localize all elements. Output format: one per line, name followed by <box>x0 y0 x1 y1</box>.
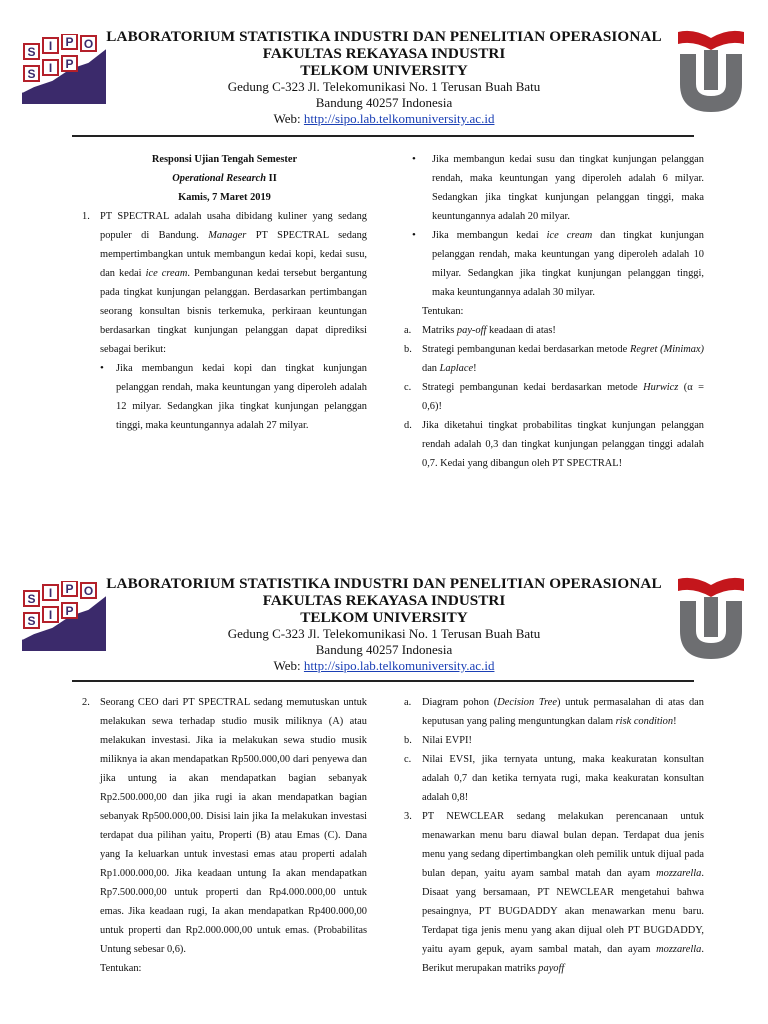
header-divider <box>72 135 694 137</box>
svg-text:P: P <box>65 582 74 596</box>
page2-right-column <box>404 693 704 978</box>
letterhead-text <box>100 28 668 127</box>
list-item: b. Nilai EVPI! <box>404 735 472 746</box>
university-name: TELKOM UNIVERSITY <box>300 62 468 79</box>
svg-text:P: P <box>65 604 74 618</box>
logo-letter-i: I <box>48 39 53 53</box>
bullet-icon: • <box>100 362 104 374</box>
svg-text:I: I <box>48 61 53 75</box>
address-line: Gedung C-323 Jl. Telekomunikasi No. 1 Terusan Buah Batu <box>227 79 541 94</box>
header-divider <box>72 680 694 682</box>
list-item: a. Matriks pay-off keadaan di atas! <box>404 325 556 336</box>
svg-text:S: S <box>27 614 36 628</box>
instructions-label: Tentukan: <box>100 963 142 974</box>
bullet-icon: • <box>412 153 416 165</box>
question-3: 3. PT NEWCLEAR sedang melakukan perencanaan untuk menawarkan menu baru diawal bulan depan. Terdapat dua jenis menu yang sedang dipertimbangkan oleh pemilik untuk dijual pada bulan depan, yaitu ayam sambal matah dan ayam mozzarella. Disaat yang bersamaan, PT NEWCLEAR mengetahui bahwa pesaingnya, PT BUGDADDY akan menawarkan menu baru. Terdapat tiga jenis menu yang akan dijual oleh PT BUGDADDY, yaitu ayam gepuk, ayam sambal matah, dan ayam mozzarella. Berikut merupakan matriks payoff <box>404 807 704 978</box>
list-item: b. Strategi pembangunan kedai berdasarkan metode Regret (Minimax) dan Laplace! <box>404 344 705 374</box>
question-1-text: PT SPECTRAL adalah usaha dibidang kuliner yang sedang populer di Bandung. Manager PT SPECTRAL sedang mempertimbangkan untuk membangun kedai kopi, kedai susu, dan kedai ice cream. Pembangunan kedai tersebut bergantung pada tingkat kunjungan pelanggan. Berdasarkan pertimbangan seorang konsultan bisnis terkemuka, perkiraan keuntungan berdasarkan tingkat kunjungan pelanggan dapat diprediksi sebagai berikut: <box>100 211 368 355</box>
lab-name: LABORATORIUM STATISTIKA INDUSTRI DAN PENELITIAN OPERASIONAL <box>106 28 662 45</box>
svg-text:I: I <box>48 586 53 600</box>
question-2: 2. Seorang CEO dari PT SPECTRAL sedang memutuskan untuk melakukan sewa terhadap studio musik miliknya (A) atau melakukan investasi. Jika ia melakukan sewa studio musik miliknya ia akan mendapatkan Rp500.000,00 dari penyewa dan jika untung ia akan mendapatkan bagian sebanyak Rp2.500.000,00 dan jika rugi ia akan mendapatkan bagian sebanyak Rp500.000,00. Disisi lain jika Ia melakukan investasi terdapat dua pilihan yaitu, Properti (B) atau Emas (C). Dana yang Ia keluarkan untuk investasi emas atau properti adalah Rp1.000.000,00. Jika keadaan untung Ia akan mendapatkan Rp7.500.000,00 untuk properti dan Rp4.000.000,00 untuk emas. Jika keadaan rugi, Ia akan mendapatkan Rp400.000,00 untuk properti dan Rp2.000.000,00 untuk emas. (Probabilitas Untung sebesar 0,6). <box>82 693 367 959</box>
lab-name: LABORATORIUM STATISTIKA INDUSTRI DAN PENELITIAN OPERASIONAL <box>106 575 662 592</box>
list-item: c. Nilai EVSI, jika ternyata untung, maka keakuratan konsultan adalah 0,7 dan ketika ternyata rugi, maka keakuratan konsultan adalah 0,8! <box>404 754 704 803</box>
letterhead-text <box>100 575 668 674</box>
question-2-text: Seorang CEO dari PT SPECTRAL sedang memutuskan untuk melakukan sewa terhadap studio musik miliknya (A) atau melakukan investasi. Jika ia melakukan sewa studio musik miliknya ia akan mendapatkan Rp500.000,00 dari penyewa dan jika untung ia akan mendapatkan bagian sebanyak Rp2.500.000,00 dan jika rugi ia akan mendapatkan bagian sebanyak Rp500.000,00. Disisi lain jika Ia melakukan investasi terdapat dua pilihan yaitu, Properti (B) atau Emas (C). Dana yang Ia keluarkan untuk investasi emas atau properti adalah Rp1.000.000,00. Jika keadaan untung Ia akan mendapatkan Rp7.500.000,00 untuk properti dan Rp4.000.000,00 untuk emas. Jika keadaan rugi, Ia akan mendapatkan Rp400.000,00 untuk properti dan Rp2.000.000,00 untuk emas. (Probabilitas Untung sebesar 0,6). <box>100 697 367 955</box>
address-line: Gedung C-323 Jl. Telekomunikasi No. 1 Terusan Buah Batu <box>227 626 541 641</box>
exam-title: Responsi Ujian Tengah Semester <box>151 154 298 165</box>
svg-text:I: I <box>48 608 53 622</box>
letterhead-top <box>0 28 768 128</box>
instructions-label: Tentukan: <box>422 306 464 317</box>
svg-text:P: P <box>65 57 74 71</box>
web-link[interactable]: http://sipo.lab.telkomuniversity.ac.id <box>303 111 495 126</box>
sipo-logo-icon <box>18 34 110 108</box>
list-item: • Jika membangun kedai kopi dan tingkat kunjungan pelanggan rendah, maka keuntungan yang diperoleh adalah 12 milyar. Sedangkan jika tingkat kunjungan pelanggan tinggi, maka keuntungannya adalah 27 milyar. <box>82 359 367 435</box>
faculty-name: FAKULTAS REKAYASA INDUSTRI <box>262 592 506 609</box>
page1-left-column <box>82 150 367 435</box>
web-line: Web: http://sipo.lab.telkomuniversity.ac.id <box>273 111 495 126</box>
svg-text:S: S <box>27 592 36 606</box>
question-1: 1. PT SPECTRAL adalah usaha dibidang kuliner yang sedang populer di Bandung. Manager PT SPECTRAL sedang mempertimbangkan untuk membangun kedai kopi, kedai susu, dan kedai ice cream. Pembangunan kedai tersebut bergantung pada tingkat kunjungan pelanggan. Berdasarkan pertimbangan seorang konsultan bisnis terkemuka, perkiraan keuntungan berdasarkan tingkat kunjungan pelanggan dapat diprediksi sebagai berikut: <box>82 207 367 359</box>
telkom-university-logo-icon <box>676 28 746 114</box>
question-3-text: PT NEWCLEAR sedang melakukan perencanaan untuk menawarkan menu baru diawal bulan depan. Terdapat dua jenis menu yang sedang dipertimbangkan oleh pemilik untuk dijual pada bulan depan, yaitu ayam sambal matah dan ayam mozzarella. Disaat yang bersamaan, PT NEWCLEAR mengetahui bahwa pesaingnya, PT BUGDADDY akan menawarkan menu baru. Terdapat tiga jenis menu yang akan dijual oleh PT BUGDADDY, yaitu ayam gepuk, ayam sambal matah, dan ayam mozzarella. Berikut merupakan matriks payoff <box>422 811 704 974</box>
page1-right-column <box>404 150 704 473</box>
list-item: d. Jika diketahui tingkat probabilitas tingkat kunjungan pelanggan rendah adalah 0,3 dan tingkat kunjungan pelanggan tinggi adalah 0,7. Kedai yang dibangun oleh PT SPECTRAL! <box>404 420 704 469</box>
telkom-university-logo-icon <box>676 575 746 661</box>
faculty-name: FAKULTAS REKAYASA INDUSTRI <box>262 45 506 62</box>
logo-letter-o: O <box>83 37 94 51</box>
svg-text:O: O <box>83 584 94 598</box>
svg-text:S: S <box>27 67 36 81</box>
list-item: • Jika membangun kedai ice cream dan tingkat kunjungan pelanggan rendah, maka keuntungan yang diperoleh adalah 10 milyar. Sedangkan jika tingkat kunjungan pelanggan tinggi, maka keuntungannya adalah 30 milyar. <box>404 226 704 302</box>
exam-date: Kamis, 7 Maret 2019 <box>178 192 271 203</box>
logo-letter-s: S <box>27 45 36 59</box>
city-line: Bandung 40257 Indonesia <box>315 95 453 110</box>
logo-letter-p: P <box>65 35 74 49</box>
page2-left-column <box>82 693 367 978</box>
letterhead-bottom <box>0 575 768 675</box>
list-item: • Jika membangun kedai susu dan tingkat kunjungan pelanggan rendah, maka keuntungan yang diperoleh adalah 6 milyar. Sedangkan jika tingkat kunjungan pelanggan tinggi, maka keuntungannya adalah 20 milyar. <box>404 150 704 226</box>
city-line: Bandung 40257 Indonesia <box>315 642 453 657</box>
list-item: c. Strategi pembangunan kedai berdasarkan metode Hurwicz (α = 0,6)! <box>404 382 704 412</box>
sipo-logo-icon <box>18 581 110 655</box>
university-name: TELKOM UNIVERSITY <box>300 609 468 626</box>
bullet-icon: • <box>412 229 416 241</box>
list-item: a. Diagram pohon (Decision Tree) untuk permasalahan di atas dan keputusan yang paling menguntungkan dalam risk condition! <box>404 697 704 727</box>
course-title: Operational Research II <box>172 173 277 184</box>
web-line: Web: http://sipo.lab.telkomuniversity.ac.id <box>273 658 495 673</box>
web-link[interactable]: http://sipo.lab.telkomuniversity.ac.id <box>303 658 495 673</box>
